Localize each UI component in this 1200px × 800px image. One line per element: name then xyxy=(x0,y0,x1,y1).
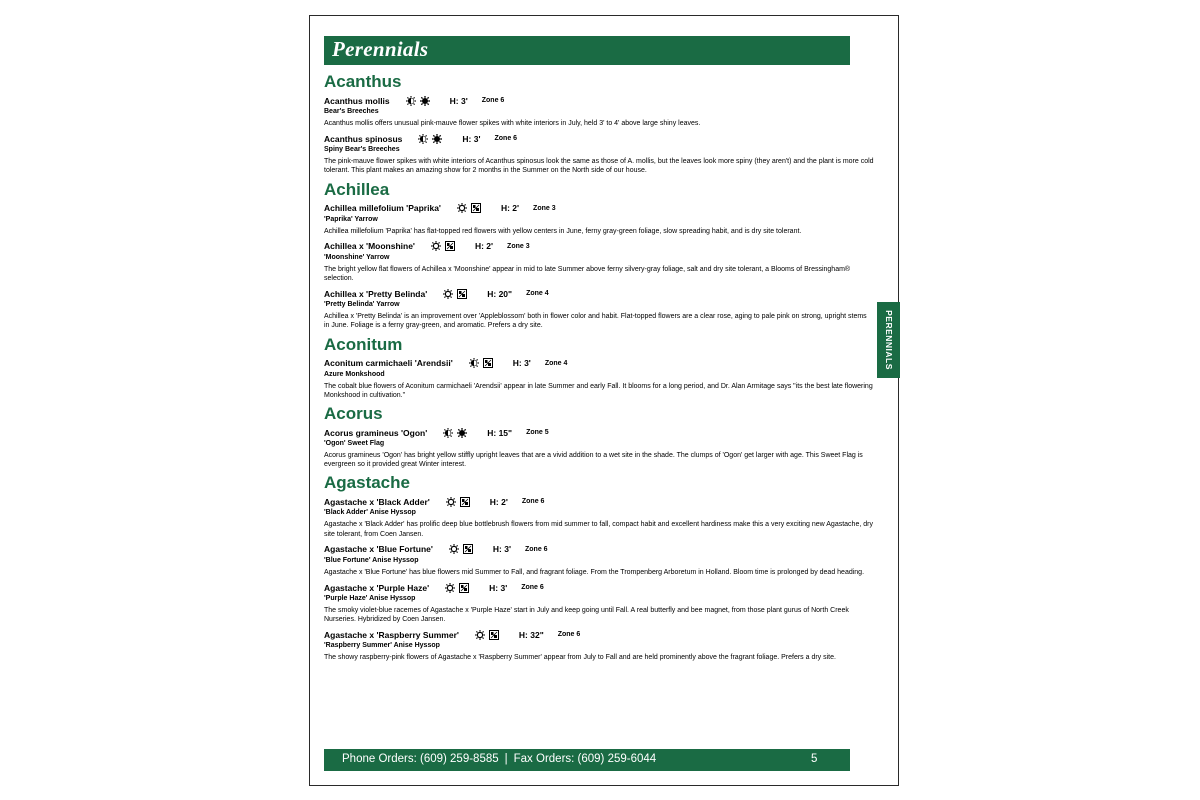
plant-header-line xyxy=(324,495,874,508)
common-name: 'Paprika' Yarrow xyxy=(324,215,378,223)
plant-entry xyxy=(324,132,874,175)
title-banner xyxy=(324,36,850,65)
part-shade-icon xyxy=(406,96,416,106)
plant-header-line xyxy=(324,426,874,439)
exposure-icons xyxy=(446,497,470,507)
common-name: 'Raspberry Summer' Anise Hyssop xyxy=(324,642,440,650)
genus-heading: Acanthus xyxy=(324,72,402,91)
plant-header-line xyxy=(324,240,874,253)
plant-header-line xyxy=(324,581,874,594)
plant-height: H: 2' xyxy=(474,241,494,252)
common-name: 'Black Adder' Anise Hyssop xyxy=(324,509,416,517)
shade-icon xyxy=(432,134,442,144)
plant-height: H: 32" xyxy=(518,629,544,640)
plant-description: Agastache x 'Black Adder' has prolific deep blue bottlebrush flowers from mid summer to fall, compact habit and excellent hardiness make this a very exciting new Agastache, dry site tolerant, from Coen Jansen. xyxy=(324,521,873,538)
sun-icon xyxy=(449,544,459,554)
plant-description: The showy raspberry-pink flowers of Agastache x 'Raspberry Summer' appear from July to Fall and are held prominently above the fragrant foliage. Prefers a dry site. xyxy=(324,654,836,662)
plant-header-line xyxy=(324,202,874,215)
plant-header-line xyxy=(324,628,874,641)
exposure-icons xyxy=(418,134,442,144)
genus-heading: Agastache xyxy=(324,473,410,493)
plant-name: Achillea x 'Pretty Belinda' xyxy=(324,288,428,299)
hardiness-zone: Zone 6 xyxy=(521,584,544,592)
plant-entry xyxy=(324,287,874,330)
plant-height: H: 3' xyxy=(462,133,481,144)
plant-entry xyxy=(324,94,874,128)
part-shade-icon xyxy=(443,428,453,438)
sun-icon xyxy=(431,241,441,251)
dry-site-icon xyxy=(460,497,470,507)
sun-icon xyxy=(446,497,456,507)
plant-name: Acanthus mollis xyxy=(324,95,390,106)
catalog-page xyxy=(309,15,899,786)
dry-site-icon xyxy=(483,358,493,368)
plant-height: H: 3' xyxy=(449,95,468,106)
common-name: Spiny Bear's Breeches xyxy=(324,146,400,154)
plant-description: The cobalt blue flowers of Aconitum carmichaeli 'Arendsii' appear in late Summer and early Fall. It blooms for a long period, and Dr. Alan Armitage says "its the best late flowering Monkshood in cultivation." xyxy=(324,382,873,399)
plant-header-line xyxy=(324,94,874,107)
dry-site-icon xyxy=(459,583,469,593)
plant-name: Agastache x 'Raspberry Summer' xyxy=(324,629,459,640)
phone-orders: Phone Orders: (609) 259-8585 xyxy=(342,753,499,765)
common-name: Azure Monkshood xyxy=(324,370,385,378)
hardiness-zone: Zone 6 xyxy=(494,135,518,143)
plant-entry xyxy=(324,628,874,662)
sun-icon xyxy=(445,583,455,593)
side-tab-label: PERENNIALS xyxy=(883,310,894,370)
hardiness-zone: Zone 6 xyxy=(525,545,548,553)
plant-entry xyxy=(324,581,874,624)
plant-height: H: 2' xyxy=(500,203,520,214)
plant-entry xyxy=(324,426,874,469)
plant-description: Agastache x 'Blue Fortune' has blue flowers mid Summer to Fall, and fragrant foliage. From the Trompenberg Arboretum in Holland. Bloom time is prolonged by dead heading. xyxy=(324,568,865,576)
hardiness-zone: Zone 5 xyxy=(526,429,549,437)
plant-height: H: 3' xyxy=(492,544,511,555)
plant-description: The pink-mauve flower spikes with white interiors of Acanthus spinosus look the same as those of A. mollis, but the leaves look more spiny (they aren't) and the plant is more cold tolerant. This plant makes an amazing show for 2 months in the Summer on the North side of our house. xyxy=(324,158,874,175)
exposure-icons xyxy=(469,358,493,368)
sun-icon xyxy=(443,289,453,299)
common-name: 'Moonshine' Yarrow xyxy=(324,253,390,261)
genus-heading: Aconitum xyxy=(324,334,403,354)
exposure-icons xyxy=(431,241,455,251)
exposure-icons xyxy=(406,96,430,106)
dry-site-icon xyxy=(457,289,467,299)
plant-list xyxy=(324,72,874,667)
plant-description: The bright yellow flat flowers of Achillea x 'Moonshine' appear in mid to late Summer above ferny silvery-gray foliage, salt and dry site tolerant, a Blooms of Bressingham® selection. xyxy=(324,265,851,283)
plant-entry xyxy=(324,495,874,538)
plant-name: Agastache x 'Blue Fortune' xyxy=(324,544,433,555)
hardiness-zone: Zone 4 xyxy=(544,359,568,367)
genus-heading: Achillea xyxy=(324,179,390,199)
plant-header-line xyxy=(324,543,874,556)
plant-height: H: 20" xyxy=(487,288,513,299)
plant-header-line xyxy=(324,132,874,145)
exposure-icons xyxy=(445,583,469,593)
part-shade-icon xyxy=(469,358,479,368)
plant-name: Aconitum carmichaeli 'Arendsii' xyxy=(324,358,453,369)
plant-name: Achillea x 'Moonshine' xyxy=(324,241,415,252)
hardiness-zone: Zone 6 xyxy=(481,97,505,104)
dry-site-icon xyxy=(463,544,473,554)
exposure-icons xyxy=(443,428,467,438)
plant-height: H: 2' xyxy=(489,496,508,507)
plant-height: H: 3' xyxy=(512,358,531,369)
footer-contact xyxy=(342,753,656,765)
plant-description: The smoky violet-blue racemes of Agastache x 'Purple Haze' start in July and keep going until Fall. A real butterfly and bee magnet, from those plant gurus of North Creek Nurseries. Hybridized by Coen Jansen. xyxy=(324,607,849,624)
plant-name: Agastache x 'Purple Haze' xyxy=(324,582,430,593)
plant-description: Acanthus mollis offers unusual pink-mauve flower spikes with white interiors in July, held 3' to 4' above large shiny leaves. xyxy=(324,120,701,127)
plant-entry xyxy=(324,357,874,400)
plant-height: H: 15" xyxy=(487,427,513,438)
hardiness-zone: Zone 3 xyxy=(507,242,530,250)
hardiness-zone: Zone 6 xyxy=(521,498,545,506)
footer-bar xyxy=(324,749,850,771)
plant-header-line xyxy=(324,287,874,300)
fax-orders: Fax Orders: (609) 259-6044 xyxy=(513,753,657,765)
exposure-icons xyxy=(457,203,481,213)
plant-height: H: 3' xyxy=(489,582,508,593)
dry-site-icon xyxy=(471,203,481,213)
sun-icon xyxy=(457,203,467,213)
plant-description: Acorus gramineus 'Ogon' has bright yellow stiffly upright leaves that are a vivid addition to a wet site in the shade. The clumps of 'Ogon' get larger with age. This Sweet Flag is evergreen so it provided great Winter interest. xyxy=(324,452,863,469)
genus-heading: Acorus xyxy=(324,404,383,424)
plant-entry xyxy=(324,543,874,577)
plant-name: Acorus gramineus 'Ogon' xyxy=(324,427,428,438)
common-name: 'Ogon' Sweet Flag xyxy=(324,440,385,448)
plant-name: Agastache x 'Black Adder' xyxy=(324,496,430,507)
hardiness-zone: Zone 3 xyxy=(533,204,556,212)
plant-name: Acanthus spinosus xyxy=(324,133,403,144)
plant-entry xyxy=(324,202,874,236)
dry-site-icon xyxy=(445,241,455,251)
plant-entry xyxy=(324,240,874,283)
shade-icon xyxy=(457,428,467,438)
footer-separator: | xyxy=(504,753,508,765)
exposure-icons xyxy=(475,630,499,640)
dry-site-icon xyxy=(489,630,499,640)
common-name: 'Purple Haze' Anise Hyssop xyxy=(324,595,416,603)
page-title: Perennials xyxy=(332,37,429,61)
plant-name: Achillea millefolium 'Paprika' xyxy=(324,203,441,214)
part-shade-icon xyxy=(418,134,428,144)
exposure-icons xyxy=(443,289,467,299)
sun-icon xyxy=(475,630,485,640)
shade-icon xyxy=(420,96,430,106)
plant-description: Achillea x 'Pretty Belinda' is an improvement over 'Appleblossom' both in flower color and habit. Flat-topped flowers are a clear rose, aging to pale pink on strong, upright stems in June. Foliage is a ferny gray-green, and aromatic. Prefers a dry site. xyxy=(324,313,867,330)
common-name: 'Pretty Belinda' Yarrow xyxy=(324,301,400,309)
page-number: 5 xyxy=(811,753,818,765)
plant-header-line xyxy=(324,357,874,370)
section-side-tab xyxy=(877,302,900,378)
common-name: Bear's Breeches xyxy=(324,108,379,115)
common-name: 'Blue Fortune' Anise Hyssop xyxy=(324,556,419,564)
plant-description: Achillea millefolium 'Paprika' has flat-topped red flowers with yellow centers in June, ferny gray-green foliage, slow spreading habit, and is dry site tolerant. xyxy=(324,227,802,235)
hardiness-zone: Zone 4 xyxy=(526,290,549,298)
hardiness-zone: Zone 6 xyxy=(557,631,581,639)
exposure-icons xyxy=(449,544,473,554)
